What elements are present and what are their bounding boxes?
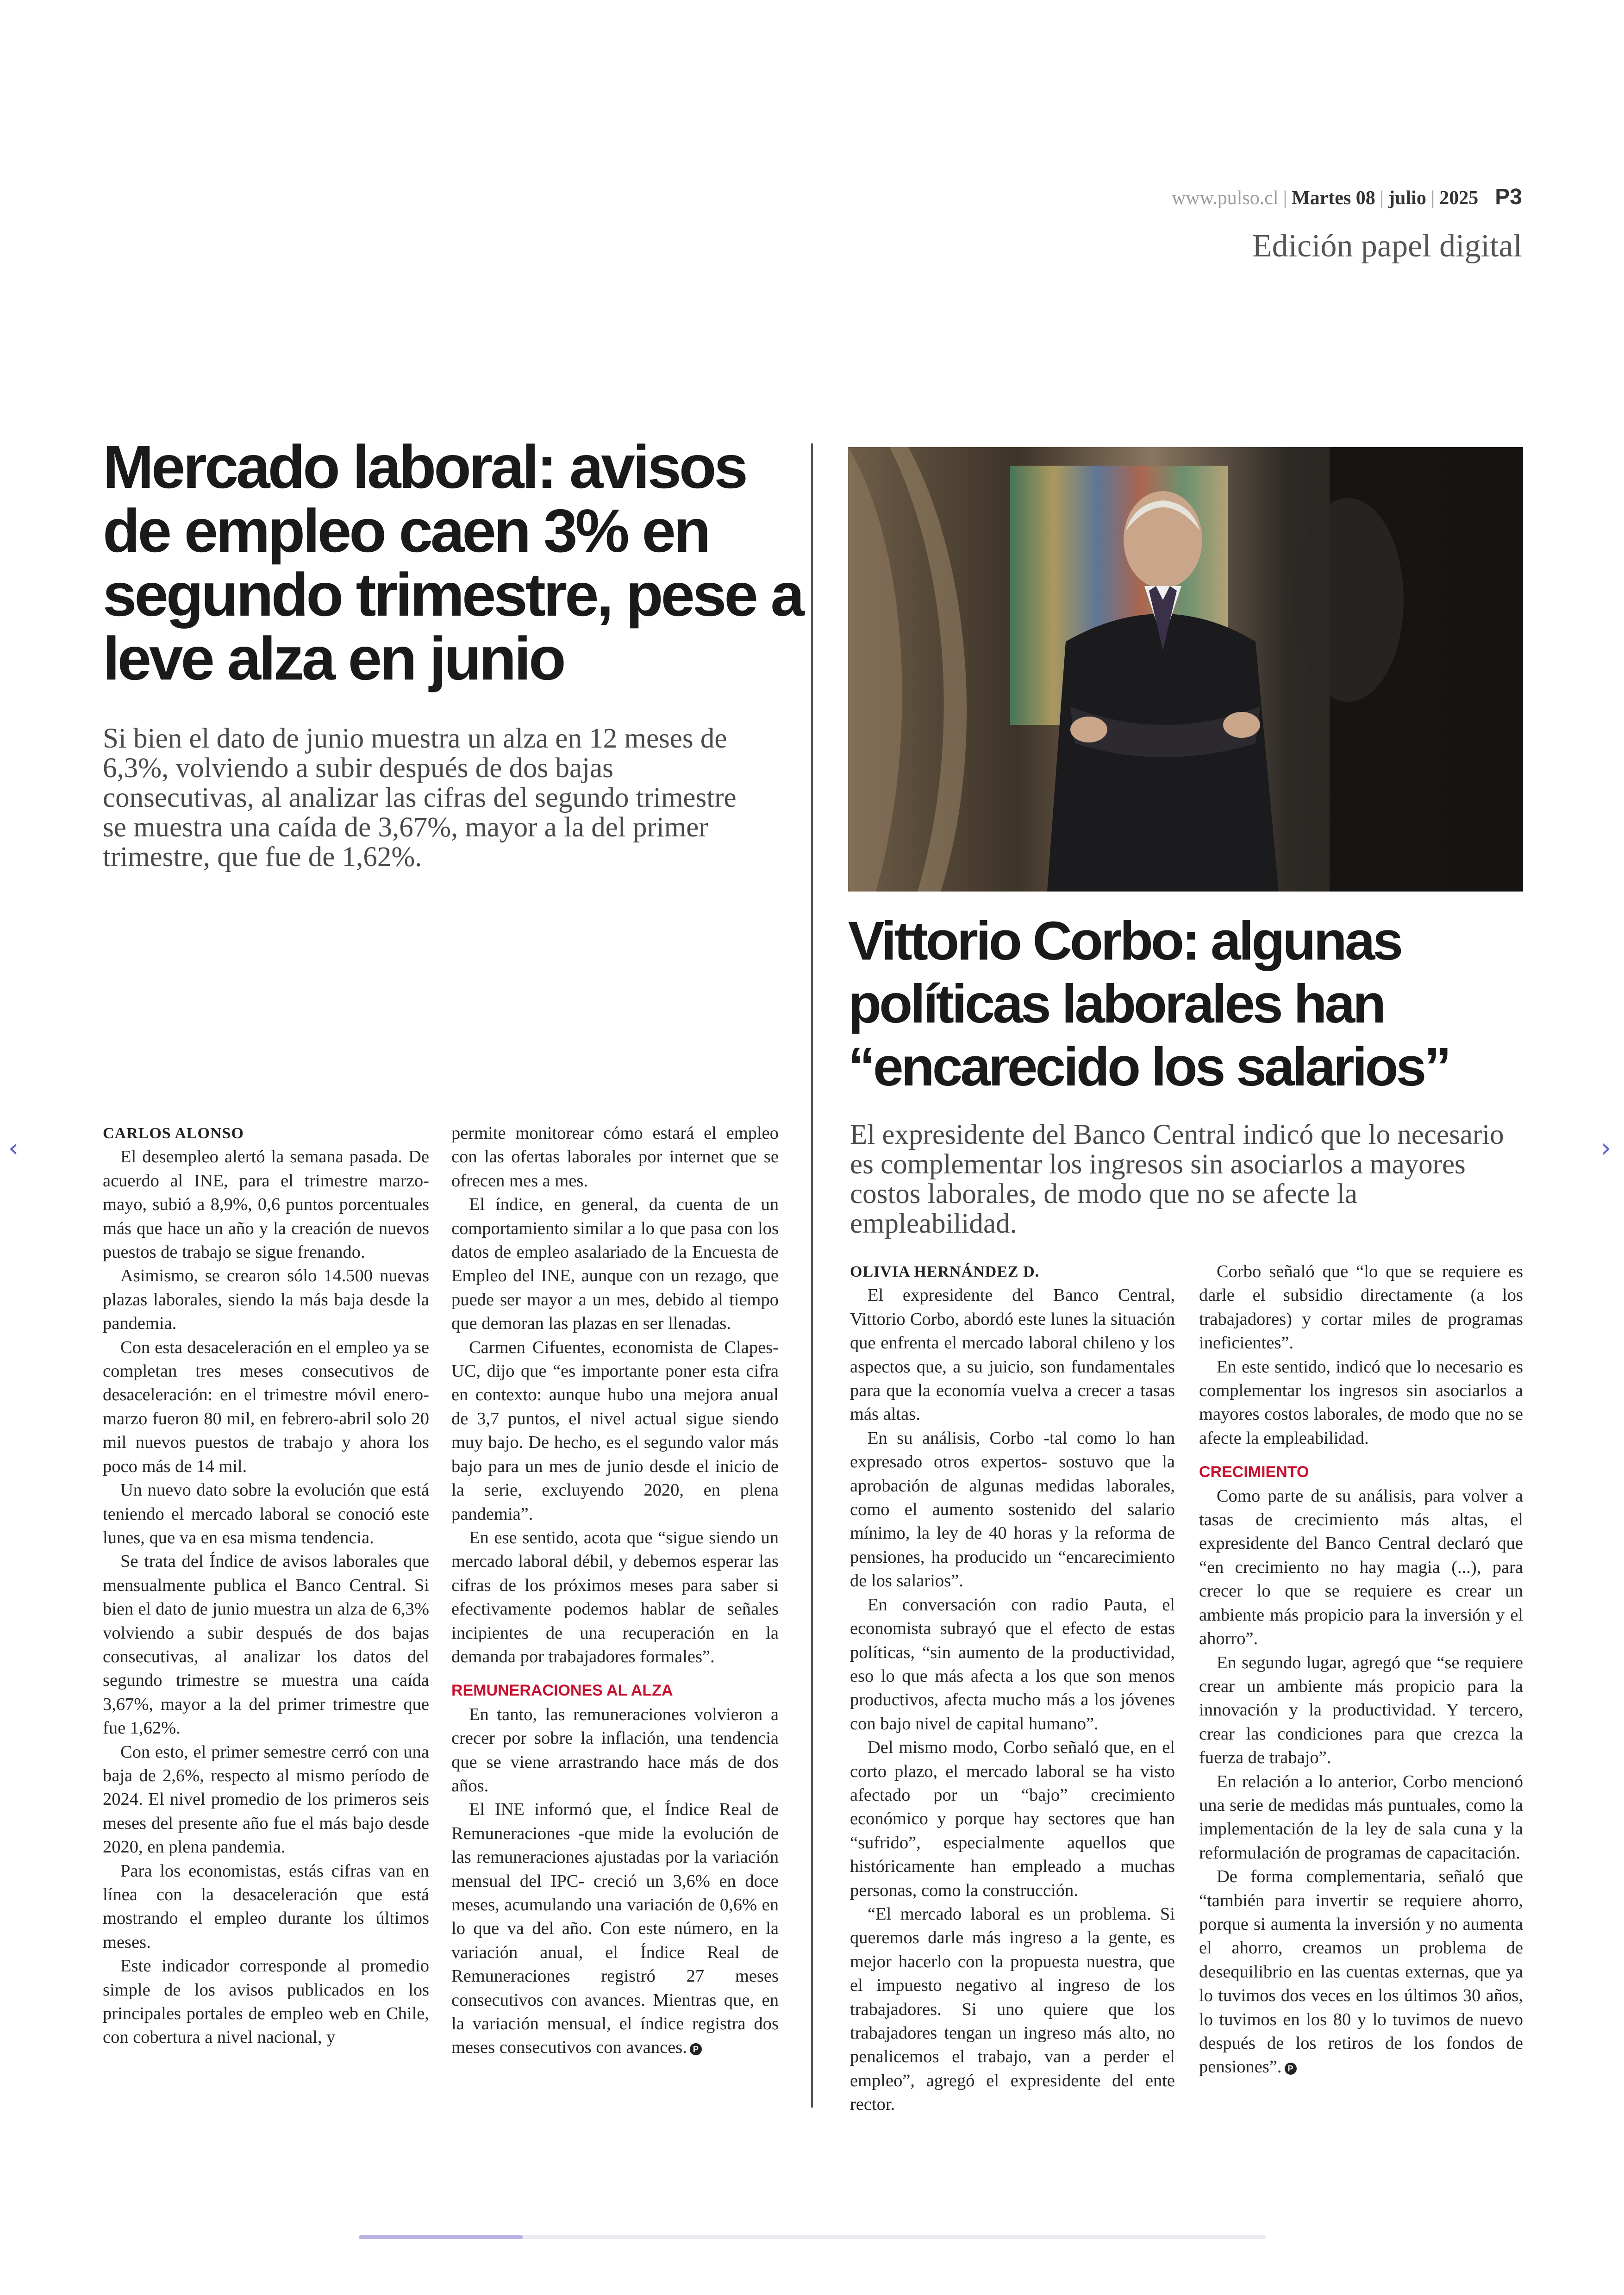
body-paragraph: Del mismo modo, Corbo señaló que, en el corto plazo, el mercado laboral se ha visto afectado por un “bajo” crecimiento económico y porque hay sectores que han “sufrido”, especialmente aquellos que históricamente han empleado a muchas personas, como la construcción.: [850, 1738, 1175, 1900]
article2-headline: Vittorio Corbo: algunas políticas laborales han “encarecido los salarios”: [848, 911, 1449, 1098]
body-paragraph: Para los economistas, estás cifras van en línea con la desaceleración que está mostrando el empleo durante los últimos meses.: [103, 1861, 429, 1952]
previous-page-button[interactable]: [8, 1133, 19, 1163]
edition-label: Edición papel digital: [1252, 228, 1522, 264]
portrait-illustration: [848, 447, 1523, 892]
body-paragraph: Este indicador corresponde al promedio simple de los avisos publicados en los principales portales de empleo web en Chile, con cobertura a nivel nacional, y: [103, 1956, 429, 2047]
date-day: 08: [1355, 187, 1375, 209]
date-year: 2025: [1439, 187, 1479, 209]
article2-subhead: CRECIMIENTO: [1199, 1463, 1309, 1481]
body-paragraph: En segundo lugar, agregó que “se requiere crear un ambiente más propicio para la innovación y la productividad. Y tercero, crear las condiciones para que crezca la fuerza de trabajo”.: [1199, 1653, 1523, 1768]
chevron-right-icon: ›: [1601, 1133, 1612, 1163]
body-paragraph: “El mercado laboral es un problema. Si queremos darle más ingreso a la gente, es mejor hacerlo con la propuesta nuestra, que el impuesto negativo al ingreso de los trabajadores. Si uno quiere que los trabajadores tengan un ingreso más alto, no penalicemos el trabajo, van a perder el empleo”, agregó el expresidente del ente rector.: [850, 1904, 1175, 2114]
body-paragraph-text: De forma complementaria, señaló que “también para invertir se requiere ahorro, porque si aumenta la inversión y no aumenta el ahorro, creamos un problema de desequilibrio en las cuentas externas, que ya lo tuvimos dos veces en los últimos 30 años, lo tuvimos en los 80 y lo tuvimos de nuevo después de los retiros de los fondos de pensiones”.: [1199, 1867, 1523, 2077]
body-paragraph: Como parte de su análisis, para volver a tasas de crecimiento más altas, el expresidente del Banco Central declaró que “en crecimiento no hay magia (...), para crecer lo que se requiere es crear un ambiente más propicio para la inversión y el ahorro”.: [1199, 1486, 1523, 1649]
article1-byline: CARLOS ALONSO: [103, 1125, 244, 1142]
body-paragraph: El expresidente del Banco Central, Vittorio Corbo, abordó este lunes la situación que enfrenta el mercado laboral chileno y los aspectos que, a su juicio, son fundamentales para que la economía vuelva a crecer a tasas más altas.: [850, 1285, 1175, 1424]
article1-headline: Mercado laboral: avisos de empleo caen 3% en segundo trimestre, pese a leve alza en junio: [103, 433, 802, 692]
body-paragraph: En conversación con radio Pauta, el economista subrayó que el efecto de estas políticas, “sin aumento de la productividad, eso lo que más afecta a los que son menos productivos, afecta mucho más a los jóvenes con bajo nivel de capital humano”.: [850, 1595, 1175, 1734]
body-paragraph-text: El INE informó que, el Índice Real de Remuneraciones -que mide la evolución de las remuneraciones ajustadas por la variación mensual del IPC- creció un 3,6% en doce meses, acumulando una variación de 0,6% en lo que va del año. Con este número, en la variación anual, el Índice Real de Remuneraciones registró 27 meses consecutivos con avances. Mientras que, en la variación mensual, el índice registra dos meses consecutivos con avances.: [451, 1800, 779, 2058]
article2-column-2: [1199, 1260, 1523, 2079]
body-paragraph: En este sentido, indicó que lo necesario es complementar los ingresos sin asociarlos a mayores costos laborales, de modo que no se afecte la empleabilidad.: [1199, 1357, 1523, 1448]
page-number: P3: [1495, 185, 1522, 209]
chevron-left-icon: ‹: [8, 1133, 19, 1163]
article1-subhead: REMUNERACIONES AL ALZA: [451, 1682, 673, 1700]
article2-standfirst: El expresidente del Banco Central indicó que lo necesario es complementar los ingresos sin asociarlos a mayores costos laborales, de modo que no se afecte la empleabilidad.: [850, 1119, 1504, 1239]
body-paragraph: [1199, 1865, 1523, 2079]
next-page-button[interactable]: [1601, 1133, 1611, 1163]
body-paragraph: permite monitorear cómo estará el empleo con las ofertas laborales por internet que se ofrecen mes a mes.: [451, 1123, 779, 1191]
end-mark-icon: P: [1285, 2063, 1297, 2075]
body-paragraph: El índice, en general, da cuenta de un comportamiento similar a lo que pasa con los datos de empleo asalariado de la Encuesta de Empleo del INE, aunque con un rezago, que puede ser mayor a un mes, debido al tiempo que demoran las plazas en ser llenadas.: [451, 1195, 779, 1334]
date-weekday: Martes: [1291, 187, 1351, 209]
body-paragraph: En ese sentido, acota que “sigue siendo un mercado laboral débil, y debemos esperar las cifras de los próximos meses para saber si efectivamente podemos hablar de señales incipientes de una recuperación en la demanda por trabajadores formales”.: [451, 1528, 779, 1666]
page-scrollbar-thumb[interactable]: [359, 2235, 523, 2239]
body-paragraph: El desempleo alertó la semana pasada. De acuerdo al INE, para el trimestre marzo-mayo, subió a 8,9%, 0,6 puntos porcentuales más que hace un año y la creación de nuevos puestos de trabajo se sigue frenando.: [103, 1147, 429, 1262]
body-paragraph: Con esta desaceleración en el empleo ya se completan tres meses consecutivos de desaceleración: en el trimestre móvil enero-marzo fueron 80 mil, en febrero-abril solo 20 mil nuevos puestos de trabajo y ahora los poco más de 14 mil.: [103, 1337, 429, 1476]
masthead: www.pulso.cl | Martes 08 | julio | 2025 P3: [1171, 185, 1522, 209]
body-paragraph: En relación a lo anterior, Corbo mencionó una serie de medidas más puntuales, como la implementación de la ley de sala cuna y la reformulación de programas de capacitación.: [1199, 1771, 1523, 1863]
body-paragraph: En tanto, las remuneraciones volvieron a crecer por sobre la inflación, una tendencia que se viene arrastrando hace más de dos años.: [451, 1704, 779, 1796]
body-paragraph: Con esto, el primer semestre cerró con una baja de 2,6%, respecto al mismo período de 2024. El nivel promedio de los primeros seis meses del presente año fue el más bajo desde 2020, en plena pandemia.: [103, 1742, 429, 1857]
article1-column-1: [103, 1122, 429, 2050]
body-paragraph: [451, 1798, 779, 2059]
body-paragraph: Corbo señaló que “lo que se requiere es darle el subsidio directamente (a los trabajadores) y cortar miles de programas ineficientes”.: [1199, 1262, 1523, 1353]
body-paragraph: Carmen Cifuentes, economista de Clapes-UC, dijo que “es importante poner esta cifra en contexto: aunque hubo una mejora anual de 3,7 puntos, el nivel actual sigue siendo muy bajo. De hecho, es el segundo valor más bajo para un mes de junio desde el inicio de la serie, excluyendo 2020, en plena pandemia”.: [451, 1337, 779, 1524]
site-url: www.pulso.cl: [1171, 187, 1279, 209]
article1-standfirst: Si bien el dato de junio muestra un alza en 12 meses de 6,3%, volviendo a subir después de dos bajas consecutivas, al analizar las cifras del segundo trimestre se muestra una caída de 3,67%, mayor a la del primer trimestre, que fue de 1,62%.: [103, 723, 737, 873]
article2-byline: OLIVIA HERNÁNDEZ D.: [850, 1263, 1040, 1280]
column-divider: [811, 443, 813, 2108]
body-paragraph: Se trata del Índice de avisos laborales que mensualmente publica el Banco Central. Si bien el dato de junio muestra un alza de 6,3% volviendo a subir después de dos bajas consecutivas, al analizar los datos del segundo trimestre se muestra una caída 3,67%, mayor a la del primer trimestre que fue 1,62%.: [103, 1552, 429, 1738]
body-paragraph: Un nuevo dato sobre la evolución que está teniendo el mercado laboral se conoció este lunes, que va en esa misma tendencia.: [103, 1480, 429, 1547]
body-paragraph: En su análisis, Corbo -tal como lo han expresado otros expertos- sostuvo que la aprobación de algunas medidas laborales, como el aumento sostenido del salario mínimo, la ley de 40 horas y la reforma de pensiones, ha producido un “encarecimiento de los salarios”.: [850, 1428, 1175, 1591]
article2-column-1: [850, 1260, 1175, 2117]
article1-column-2: [451, 1122, 779, 2060]
article2-photo: [848, 447, 1523, 892]
body-paragraph: Asimismo, se crearon sólo 14.500 nuevas plazas laborales, siendo la más baja desde la pandemia.: [103, 1266, 429, 1334]
date-month: julio: [1388, 187, 1426, 209]
end-mark-icon: P: [690, 2043, 702, 2055]
